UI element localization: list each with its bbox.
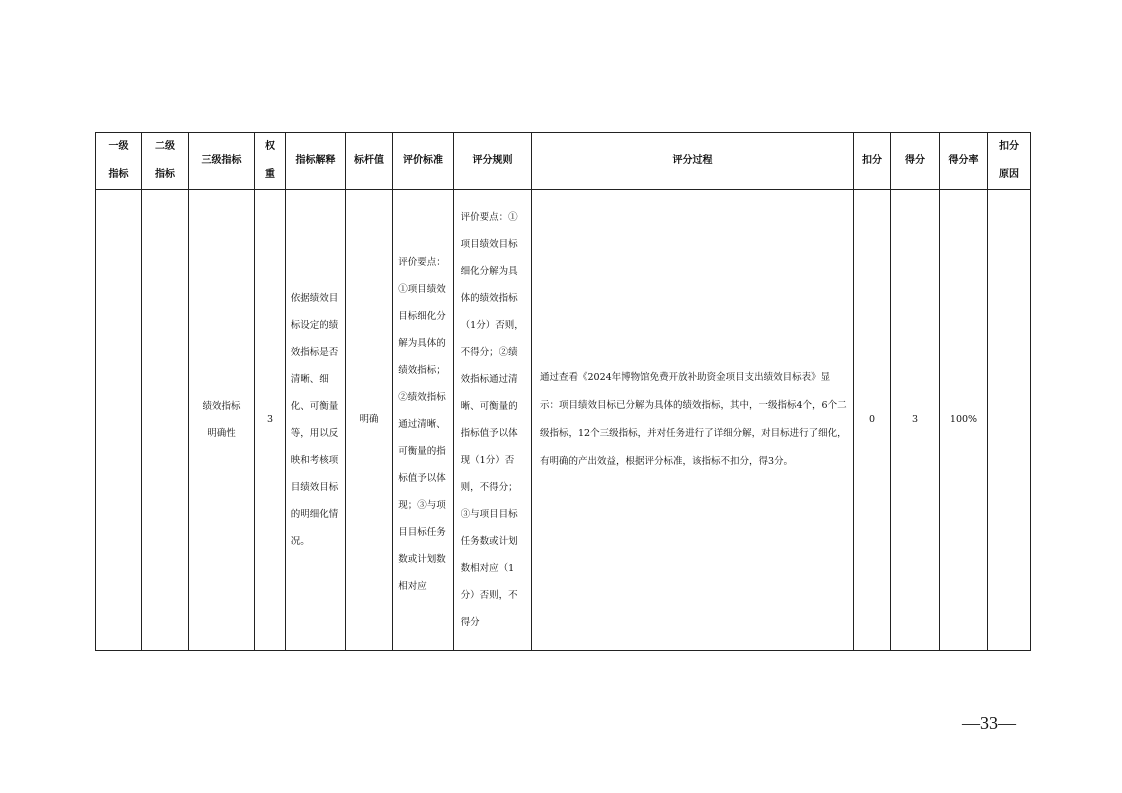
cell-rules: 评价要点：①项目绩效目标细化分解为具体的绩效指标（1分）否则，不得分；②绩效指标通过清晰、可衡量的指标值予以体现（1分）否则，不得分；③与项目目标任务数或计划数相对应（1分）否则，不得分: [454, 190, 532, 651]
cell-process: 通过查看《2024年博物馆免费开放补助资金项目支出绩效目标表》显示：项目绩效目标已分解为具体的绩效指标，其中，一级指标4个，6个二级指标，12个三级指标，并对任务进行了详细分解，对目标进行了细化，有明确的产出效益，根据评分标准，该指标不扣分，得3分。: [532, 190, 854, 651]
header-deduction: 扣分: [854, 133, 891, 190]
cell-level3: 绩效指标明确性: [189, 190, 255, 651]
header-level1: 一级指标: [96, 133, 142, 190]
header-standard: 评价标准: [393, 133, 454, 190]
page-number: —33—: [962, 713, 1016, 733]
header-deduction-reason: 扣分原因: [988, 133, 1031, 190]
cell-weight: 3: [255, 190, 286, 651]
table-row: [96, 190, 1031, 651]
header-level3: 三级指标: [189, 133, 255, 190]
header-rules: 评分规则: [454, 133, 532, 190]
header-score-rate: 得分率: [940, 133, 988, 190]
cell-score-rate: 100%: [940, 190, 988, 651]
cell-deduction: 0: [854, 190, 891, 651]
cell-level1: [96, 190, 142, 651]
header-level2: 二级指标: [142, 133, 189, 190]
header-benchmark: 标杆值: [346, 133, 393, 190]
header-explanation: 指标解释: [286, 133, 346, 190]
evaluation-table: [95, 132, 1031, 651]
cell-explanation: 依据绩效目标设定的绩效指标是否清晰、细化、可衡量等，用以反映和考核项目绩效目标的明细化情况。: [286, 190, 346, 651]
cell-level2: [142, 190, 189, 651]
header-weight: 权重: [255, 133, 286, 190]
cell-score: 3: [891, 190, 940, 651]
cell-standard: 评价要点：①项目绩效目标细化分解为具体的绩效指标；②绩效指标通过清晰、可衡量的指标值予以体现；③与项目目标任务数或计划数相对应: [393, 190, 454, 651]
header-score: 得分: [891, 133, 940, 190]
table-header-row: [96, 133, 1031, 190]
cell-deduction-reason: [988, 190, 1031, 651]
cell-benchmark: 明确: [346, 190, 393, 651]
header-process: 评分过程: [532, 133, 854, 190]
